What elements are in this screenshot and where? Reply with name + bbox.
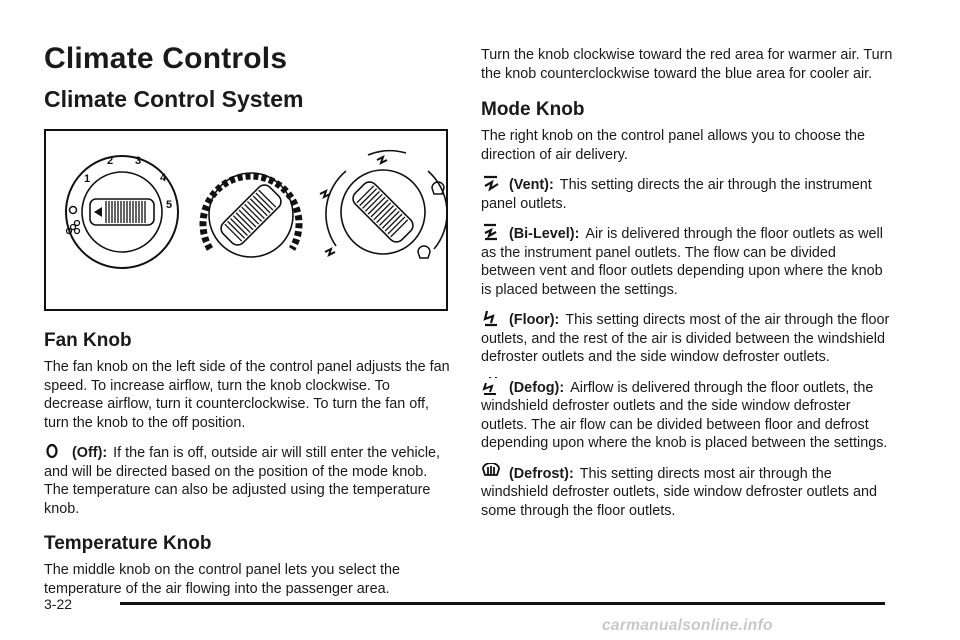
defog-label: (Defog): bbox=[509, 379, 565, 396]
vent-icon bbox=[481, 174, 503, 192]
temperature-knob-body: The middle knob on the control panel lets you select the temperature of the air flowing into the passenger area. bbox=[44, 562, 400, 597]
bilevel-label: (Bi-Level): bbox=[509, 226, 580, 242]
section-title: Climate Control System bbox=[44, 86, 304, 112]
watermark[interactable]: carmanualsonline.info bbox=[602, 617, 773, 634]
defrost-icon bbox=[481, 463, 503, 481]
mode-knob-drawing bbox=[320, 151, 446, 258]
mode-knob-heading: Mode Knob bbox=[481, 99, 585, 120]
fan-speed-5: 5 bbox=[166, 199, 173, 211]
defrost-mark bbox=[418, 182, 444, 258]
footer-rule bbox=[120, 602, 885, 605]
fan-speed-2: 2 bbox=[107, 155, 114, 167]
vent-text: This setting directs the air through the instrument panel outlets. bbox=[481, 177, 872, 212]
mode-setting-defrost bbox=[481, 463, 893, 521]
temperature-knob-section bbox=[44, 532, 450, 598]
floor-text: This setting directs most of the air through the floor outlets, and the rest of the air is divided between the windshield defroster outlets and the side window defroster outlets. bbox=[481, 312, 890, 365]
fan-knob-section bbox=[44, 329, 450, 518]
defog-text: Airflow is delivered through the floor outlets, the windshield defroster outlets and the side window defroster outlets. The air flow can be divided between floor and defrost depending upon where the knob is placed between the settings. bbox=[481, 379, 888, 451]
fan-off-text: If the fan is off, outside air will still enter the vehicle, and will be directed based on the position of the mode knob. The temperature can also be adjusted using the temperature knob. bbox=[44, 445, 441, 517]
mode-knob-body: The right knob on the control panel allows you to choose the direction of air delivery. bbox=[481, 128, 865, 163]
temperature-knob-heading: Temperature Knob bbox=[44, 533, 212, 554]
page-number: 3-22 bbox=[44, 596, 73, 612]
fan-knob-heading: Fan Knob bbox=[44, 330, 132, 351]
mode-setting-bilevel bbox=[481, 223, 893, 299]
page-title: Climate Controls bbox=[44, 42, 288, 75]
defrost-text: This setting directs most air through the windshield defroster outlets, side window defroster outlets and some through the floor outlets. bbox=[481, 465, 877, 519]
floor-label: (Floor): bbox=[509, 312, 560, 328]
mode-knob-section bbox=[481, 98, 893, 520]
bilevel-text: Air is delivered through the floor outlets as well as the instrument panel outlets. The flow can be divided between vent and floor outlets depending upon where the knob is placed between the settings. bbox=[481, 226, 883, 298]
control-panel-drawing bbox=[46, 131, 446, 309]
fan-speed-4: 4 bbox=[160, 172, 167, 184]
mode-setting-floor bbox=[481, 309, 893, 367]
right-column bbox=[481, 46, 893, 520]
fan-knob-body: The fan knob on the left side of the control panel adjusts the fan speed. To increase airflow, turn the knob clockwise. To decrease airflow, turn it counterclockwise. To turn the fan off, turn the knob to the off position. bbox=[44, 359, 450, 431]
defrost-label: (Defrost): bbox=[509, 465, 574, 482]
temperature-knob-drawing bbox=[203, 173, 299, 257]
fan-off-setting bbox=[44, 442, 450, 518]
bilevel-mark bbox=[377, 157, 387, 163]
off-icon bbox=[70, 207, 77, 214]
mode-setting-vent bbox=[481, 174, 893, 213]
vent-label: (Vent): bbox=[509, 177, 554, 193]
fan-speed-1: 1 bbox=[84, 173, 91, 185]
left-column bbox=[44, 40, 450, 598]
fan-speed-3: 3 bbox=[135, 155, 142, 167]
defog-icon bbox=[481, 377, 503, 395]
climate-control-panel-figure bbox=[44, 129, 448, 311]
floor-icon bbox=[481, 309, 503, 327]
fan-off-label: (Off): bbox=[72, 445, 108, 461]
fan-knob-drawing bbox=[66, 155, 178, 268]
mode-setting-defog bbox=[481, 377, 893, 453]
off-icon bbox=[44, 442, 66, 460]
temperature-knob-body-continued: Turn the knob clockwise toward the red area for warmer air. Turn the knob counterclockwise toward the blue area for cooler air. bbox=[481, 47, 893, 82]
floor-mark bbox=[325, 249, 335, 255]
bilevel-icon bbox=[481, 223, 503, 241]
